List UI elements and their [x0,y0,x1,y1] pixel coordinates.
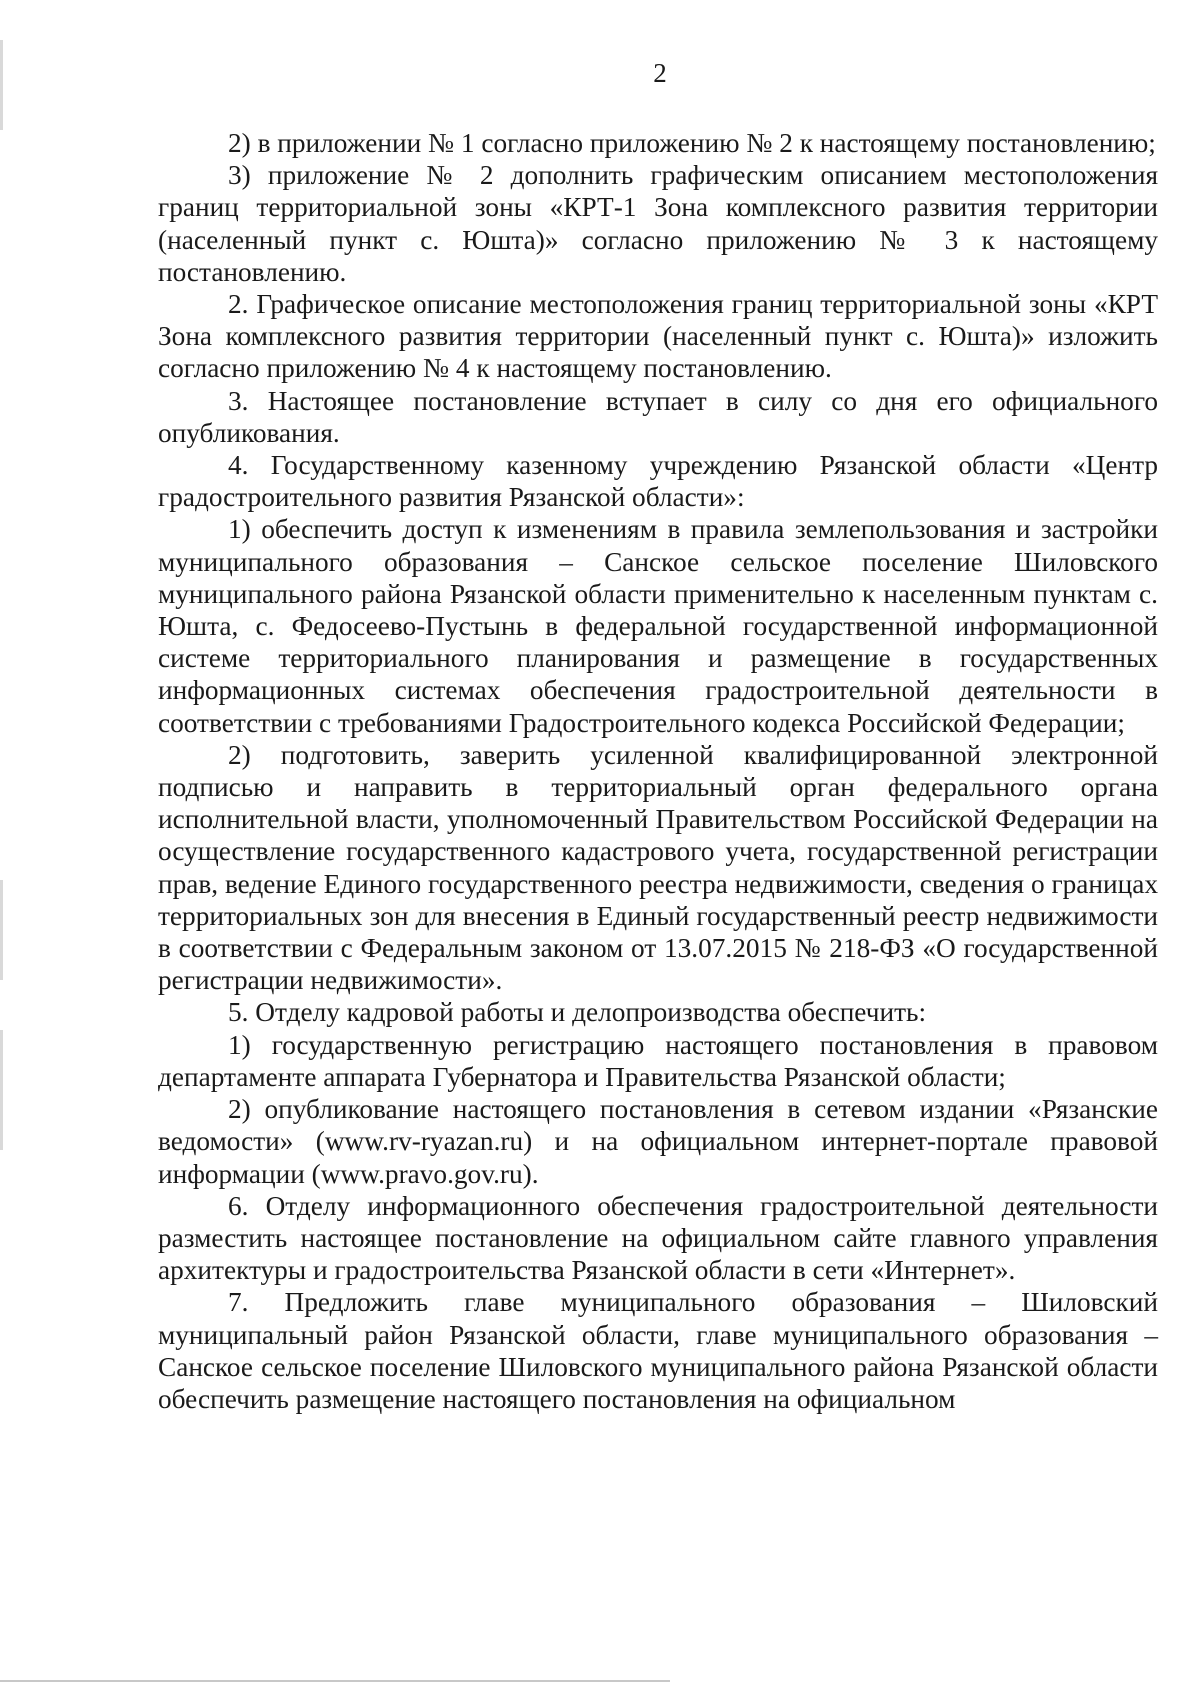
paragraph: 1) государственную регистрацию настоящего постановления в правовом департаменте аппарата Губернатора и Правительства Рязанской области; [158,1029,1158,1092]
paragraph: 2) опубликование настоящего постановления в сетевом издании «Рязанские ведомости» (www.rv-ryazan.ru) и на официальном интернет-портале правовой информации (www.pravo.gov.ru). [158,1094,1158,1189]
paragraph: 3) приложение № 2 дополнить графическим описанием местоположения границ территориальной зоны «КРТ-1 Зона комплексного развития территории (населенный пункт с. Юшта)» согласно приложению № 3 к настоящему постановлению. [158,160,1158,287]
paragraph: 7. Предложить главе муниципального образования – Шиловский муниципальный район Рязанской области, главе муниципального образования – Санское сельское поселение Шиловского муниципального района Рязанской области обеспечить размещение настоящего постановления на официальном [158,1287,1158,1414]
paragraph: 2. Графическое описание местоположения границ территориальной зоны «КРТ Зона комплексного развития территории (населенный пункт с. Юшта)» изложить согласно приложению № 4 к настоящему постановлению. [158,289,1158,384]
paragraph: 2) подготовить, заверить усиленной квалифицированной электронной подписью и направить в территориальный орган федерального органа исполнительной власти, уполномоченный Правительством Российской Федерации на осуществление государственного кадастрового учета, государственной регистрации прав, ведение Единого государственного реестра недвижимости, сведения о границах территориальных зон для внесения в Единый государственный реестр недвижимости в соответствии с Федеральным законом от 13.07.2015 № 218-ФЗ «О государственной регистрации недвижимости». [158,739,1158,996]
page-number: 2 [653,58,667,88]
paragraph: 1) обеспечить доступ к изменениям в правила землепользования и застройки муниципального образования – Санское сельское поселение Шиловского муниципального района Рязанской области применительно к населенным пунктам с. Юшта, с. Федосеево-Пустынь в федеральной государственной информационной системе территориального планирования и размещение в государственных информационных системах обеспечения градостроительной деятельности в соответствии с требованиями Градостроительного кодекса Российской Федерации; [158,514,1158,738]
scan-bottom-line [0,1680,670,1682]
paragraph: 4. Государственному казенному учреждению Рязанской области «Центр градостроительного развития Рязанской области»: [158,450,1158,513]
paragraph: 5. Отделу кадровой работы и делопроизводства обеспечить: [228,997,927,1028]
paragraph: 3. Настоящее постановление вступает в силу со дня его официального опубликования. [158,385,1158,448]
paragraph: 2) в приложении № 1 согласно приложению № 2 к настоящему постановлению; [228,128,1156,158]
paragraph: 6. Отделу информационного обеспечения градостроительной деятельности разместить настоящее постановление на официальном сайте главного управления архитектуры и градостроительства Рязанской области в сети «Интернет». [158,1190,1158,1286]
scan-margin-mark [0,880,3,980]
document-body [158,127,1158,1415]
scan-margin-mark [0,1030,3,1150]
